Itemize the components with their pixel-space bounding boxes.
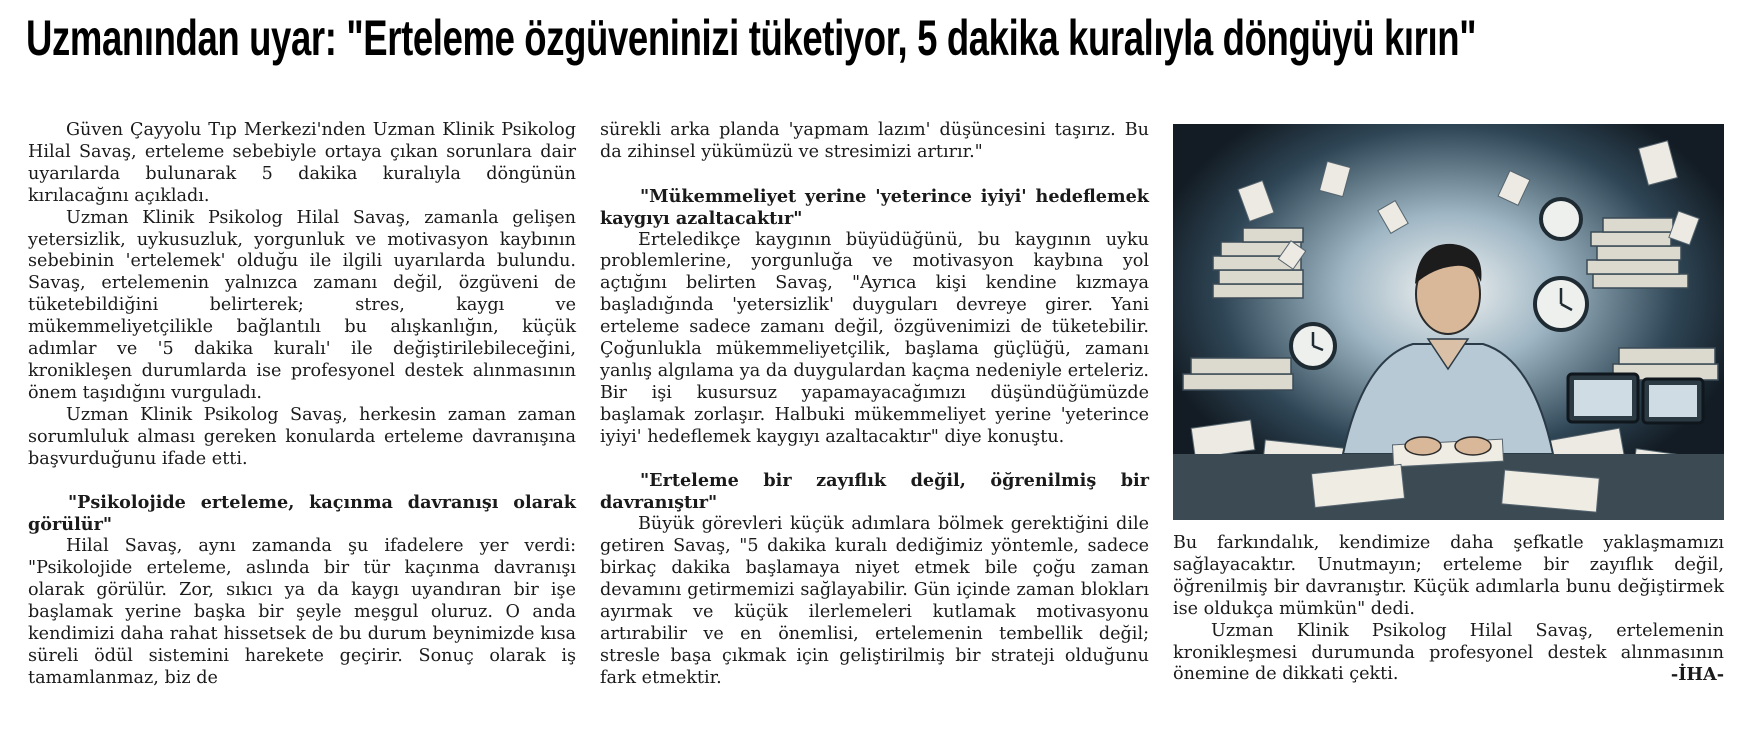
paragraph <box>1173 621 1724 687</box>
subheading: "Psikolojide erteleme, kaçınma davranışı olarak görülür" <box>28 492 576 536</box>
paragraph: Erteledikçe kaygının büyüdüğünü, bu kaygının uyku problemlerine, yorgunluğa ve motivasyon kaybına yol açtığını belirten Savaş, "Ayrıca kişi kendine kızmaya başladığında 'yetersizlik' duyguları devreye girer. Yani erteleme sadece zamanı değil, özgüvenimizi de tüketebilir. Çoğunlukla mükemmeliyetçilik, başlama güçlüğü, zamanı yanlış algılama ya da duygulardan kaçma nedeniyle erteleriz. Bir işi kusursuz yapamayacağımızı düşündüğümüzde başlamak zorlaşır. Halbuki mükemmeliyet yerine 'yeterince iyiyi' hedeflemek kaygıyı azaltacaktır" diye konuştu. <box>600 229 1149 447</box>
paragraph: Büyük görevleri küçük adımlara bölmek gerektiğini dile getiren Savaş, "5 dakika kuralı dediğimiz yöntemle, sadece birkaç dakika başlamaya niyet etmek bile çoğu zaman devamını getirmemizi sağlayabilir. Gün içinde zaman blokları ayırmak ve küçük ilerlemeleri kutlamak motivasyonu artırabilir ve en önemlisi, ertelemenin tembellik değil; stresle başa çıkmak için geliştirilmiş bir strateji olduğunu fark etmektir. <box>600 514 1149 688</box>
article-column-2 <box>600 120 1149 690</box>
illustration-graphic <box>1173 124 1724 520</box>
article-column-1 <box>28 120 576 690</box>
article-illustration <box>1173 124 1724 520</box>
paragraph: sürekli arka planda 'yapmam lazım' düşüncesini taşırız. Bu da zihinsel yükümüzü ve stresimizi artırır." <box>600 120 1149 162</box>
paragraph: Hilal Savaş, aynı zamanda şu ifadelere yer verdi: "Psikolojide erteleme, aslında bir tür kaçınma davranışı olarak görülür. Zor, sıkıcı ya da kaygı uyandıran bir işe başlamak yerine başka bir şeyle meşgul oluruz. O anda kendimizi daha rahat hissetsek de bu durum beynimizde kısa süreli ödül sistemini harekete geçirir. Sonuç olarak iş tamamlanmaz, biz de <box>28 536 576 688</box>
subheading: "Erteleme bir zayıflık değil, öğrenilmiş bir davranıştır" <box>600 470 1149 514</box>
paragraph: Bu farkındalık, kendimize daha şefkatle yaklaşmamızı sağlayacaktır. Unutmayın; erteleme bir zayıflık değil, öğrenilmiş bir davranıştır. Küçük adımlarla bunu değiştirmek ise oldukça mümkün" dedi. <box>1173 533 1724 619</box>
article-column-3 <box>1173 533 1724 686</box>
paragraph: Güven Çayyolu Tıp Merkezi'nden Uzman Klinik Psikolog Hilal Savaş, erteleme sebebiyle ortaya çıkan sorunlara dair uyarılarda bulunarak 5 dakika kuralıyla döngünün kırılacağını açıkladı. <box>28 120 576 206</box>
paragraph-text: Uzman Klinik Psikolog Hilal Savaş, ertelemenin kronikleşmesi durumunda profesyonel destek alınmasının önemine de dikkati çekti. <box>1173 620 1724 685</box>
news-agency-signature: -İHA- <box>1670 664 1724 686</box>
headline: Uzmanından uyar: "Erteleme özgüveninizi tüketiyor, 5 dakika kuralıyla döngüyü kırın" <box>26 10 1477 66</box>
subheading: "Mükemmeliyet yerine 'yeterince iyiyi' hedeflemek kaygıyı azaltacaktır" <box>600 185 1149 229</box>
paragraph: Uzman Klinik Psikolog Savaş, herkesin zaman zaman sorumluluk alması gereken konularda erteleme davranışına başvurduğunu ifade etti. <box>28 404 576 469</box>
paragraph: Uzman Klinik Psikolog Hilal Savaş, zamanla gelişen yetersizlik, uykusuzluk, yorgunluk ve motivasyon kaybının sebebinin 'ertelemek' olduğu ile ilgili uyarılarda bulundu. Savaş, ertelemenin yalnızca zamanı değil, özgüveni de tüketebildiğini belirterek; stres, kaygı ve mükemmeliyetçilikle bağlantılı bu alışkanlığın, küçük adımlar ve '5 dakika kuralı' ile değiştirilebileceğini, kronikleşen durumlarda ise profesyonel destek alınmasının önem taşıdığını vurguladı. <box>28 207 576 403</box>
